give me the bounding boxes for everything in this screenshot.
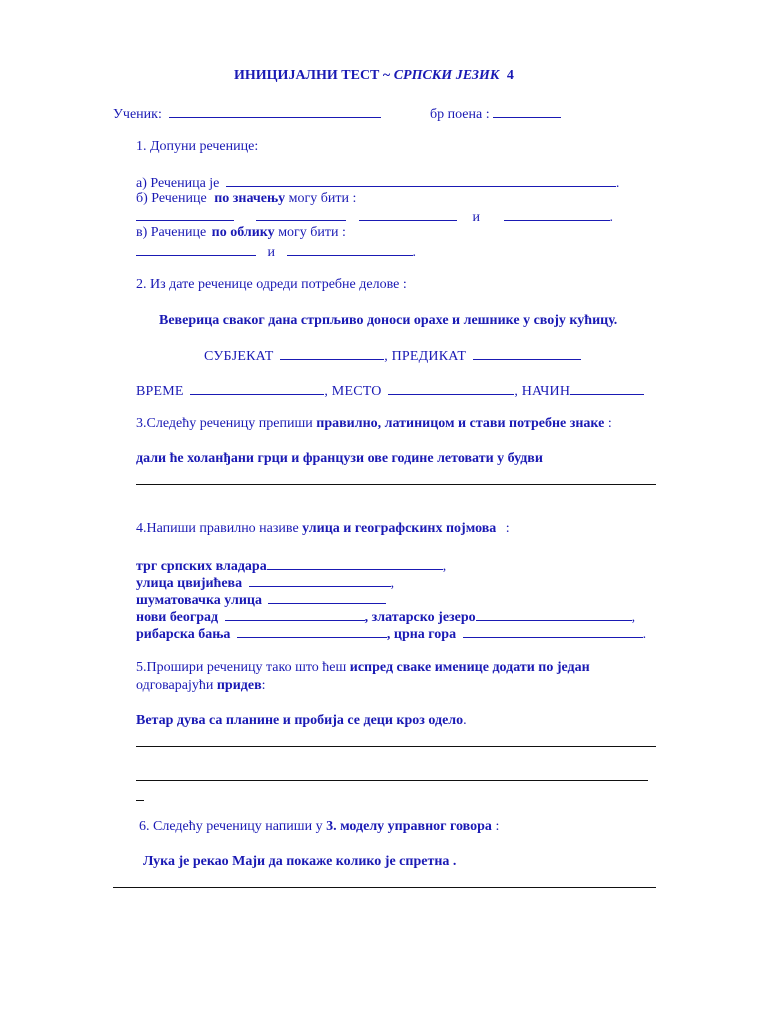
q2-heading: 2. Из дате реченице одреди потребне делове : — [136, 277, 407, 292]
q2-subject-label: СУБЈЕКАТ — [204, 349, 274, 364]
q1-b-field-4[interactable] — [504, 208, 610, 221]
q3-sentence: дали ће холанђани грци и французи ове године летовати у будви — [136, 451, 543, 466]
student-label: Ученик: — [113, 107, 162, 122]
q1-c-field-2[interactable] — [287, 243, 413, 256]
q1-a-field[interactable] — [226, 174, 616, 187]
q4-item-2-field[interactable] — [249, 574, 391, 587]
q1-c-row — [136, 225, 346, 241]
q4-heading-post: : — [505, 521, 510, 536]
q2-place-field[interactable] — [388, 382, 514, 395]
q3-heading-pre: 3.Следећу реченицу препиши — [136, 416, 313, 431]
q2-place-label: , МЕСТО — [324, 384, 382, 399]
q4-item-4a-field[interactable] — [225, 608, 365, 621]
q2-time-field[interactable] — [190, 382, 324, 395]
q5-answer-line-2[interactable] — [136, 780, 648, 781]
q5-sentence: Ветар дува са планине и пробија се деци кроз одело — [136, 713, 464, 728]
q2-subject-field[interactable] — [280, 347, 384, 360]
q4-item-3-field[interactable] — [268, 591, 386, 604]
student-row — [113, 105, 381, 123]
q4-item-5a-label: рибарска бања — [136, 627, 231, 642]
q3-heading-post: : — [607, 416, 612, 431]
q1-b-blanks: и . — [136, 208, 613, 226]
q4-item-5b-label: , црна гора — [386, 627, 457, 642]
q2-sentence: Веверица сваког дана стрпљиво доноси орахе и лешнике у своју кућицу. — [159, 313, 618, 328]
q2-time-label: ВРЕМЕ — [136, 384, 184, 399]
q1-b-field-3[interactable] — [359, 208, 457, 221]
q1-a-row: а) Реченица је . — [136, 176, 620, 191]
q6-heading-pre: 6. Следећу реченицу напиши у — [139, 819, 323, 834]
q2-predicate-label: , ПРЕДИКАТ — [384, 349, 467, 364]
q6-heading — [139, 819, 499, 835]
q5-heading-line2-pre: одговарајући — [136, 678, 214, 693]
q6-heading-bold: 3. моделу управног говора — [326, 819, 492, 834]
q4-heading-pre: 4.Напиши правилно називе — [136, 521, 299, 536]
q4-item-4b-field[interactable] — [476, 608, 632, 621]
q2-manner-field[interactable] — [570, 382, 644, 395]
q6-answer-line[interactable] — [113, 887, 656, 888]
q1-a-label: а) Реченица је — [136, 176, 220, 191]
q3-answer-line[interactable] — [136, 484, 656, 485]
points-row — [430, 105, 561, 123]
q1-c-label: в) Раченице — [136, 225, 207, 240]
q2-manner-label: , НАЧИН — [514, 384, 571, 399]
q5-heading-line2-bold: придев — [216, 678, 262, 693]
q4-item-5: рибарска бања , црна гора . — [136, 627, 647, 642]
student-name-field[interactable] — [169, 105, 381, 118]
q4-item-4a-label: нови београд — [136, 610, 219, 625]
q4-item-1: трг српских владара , — [136, 559, 447, 574]
q1-c-blanks: и . — [136, 243, 416, 261]
q2-row-2 — [136, 382, 644, 400]
q1-b-row — [136, 191, 356, 207]
q4-item-1-field[interactable] — [267, 557, 443, 570]
q1-b-field-2[interactable] — [256, 208, 346, 221]
q1-c-and: и — [267, 245, 275, 260]
q6-heading-post: : — [495, 819, 500, 834]
q4-heading — [136, 521, 510, 537]
q5-heading-pre: 5.Прошири реченицу тако што ћеш — [136, 660, 347, 675]
q6-sentence: Лука је рекао Маји да покаже колико је спретна . — [143, 854, 457, 869]
title-prefix: ИНИЦИЈАЛНИ ТЕСТ ~ — [234, 68, 391, 83]
q4-item-4b-label: , златарско језеро — [364, 610, 476, 625]
q1-b-bold: по значењу — [214, 191, 286, 206]
q4-item-5a-field[interactable] — [237, 625, 387, 638]
q1-c-label-post: могу бити : — [278, 225, 346, 240]
q5-answer-line-1[interactable] — [136, 746, 656, 747]
title-subject: СРПСКИ ЈЕЗИК — [393, 68, 500, 83]
q3-heading — [136, 416, 612, 432]
q1-b-and: и — [472, 210, 480, 225]
q4-heading-bold: улица и географскинх појмова — [302, 521, 497, 536]
q3-heading-bold: правилно, латиницом и стави потребне знаке — [316, 416, 605, 431]
q4-item-4: нови београд , златарско језеро , — [136, 610, 636, 625]
q5-heading-bold: испред сваке именице додати по један — [349, 660, 590, 675]
q5-sentence-row: Ветар дува са планине и пробија се деци кроз одело. — [136, 713, 467, 728]
q4-item-1-label: трг српских владара — [136, 559, 267, 574]
q1-c-bold: по облику — [211, 225, 275, 240]
q5-heading — [136, 660, 590, 676]
q1-heading: 1. Допуни реченице: — [136, 139, 259, 154]
q4-item-2-label: улица цвијићева — [136, 576, 243, 591]
q5-answer-line-3[interactable] — [136, 800, 144, 801]
q4-item-5b-field[interactable] — [463, 625, 643, 638]
q4-item-3-label: шуматовачка улица — [136, 593, 262, 608]
q1-b-label-post: могу бити : — [288, 191, 357, 206]
q5-heading-line2-post: : — [261, 678, 266, 693]
q1-b-label: б) Реченице — [136, 191, 207, 206]
title-number: 4 — [506, 68, 514, 83]
q5-heading-line-2 — [136, 678, 266, 694]
q4-item-3 — [136, 591, 386, 609]
points-field[interactable] — [493, 105, 561, 118]
q1-c-field-1[interactable] — [136, 243, 256, 256]
points-label: бр поена : — [430, 107, 490, 122]
q2-row-1 — [204, 347, 581, 365]
q1-b-field-1[interactable] — [136, 208, 234, 221]
page-title — [234, 68, 514, 84]
q2-predicate-field[interactable] — [473, 347, 581, 360]
q4-item-2: улица цвијићева , — [136, 576, 395, 591]
